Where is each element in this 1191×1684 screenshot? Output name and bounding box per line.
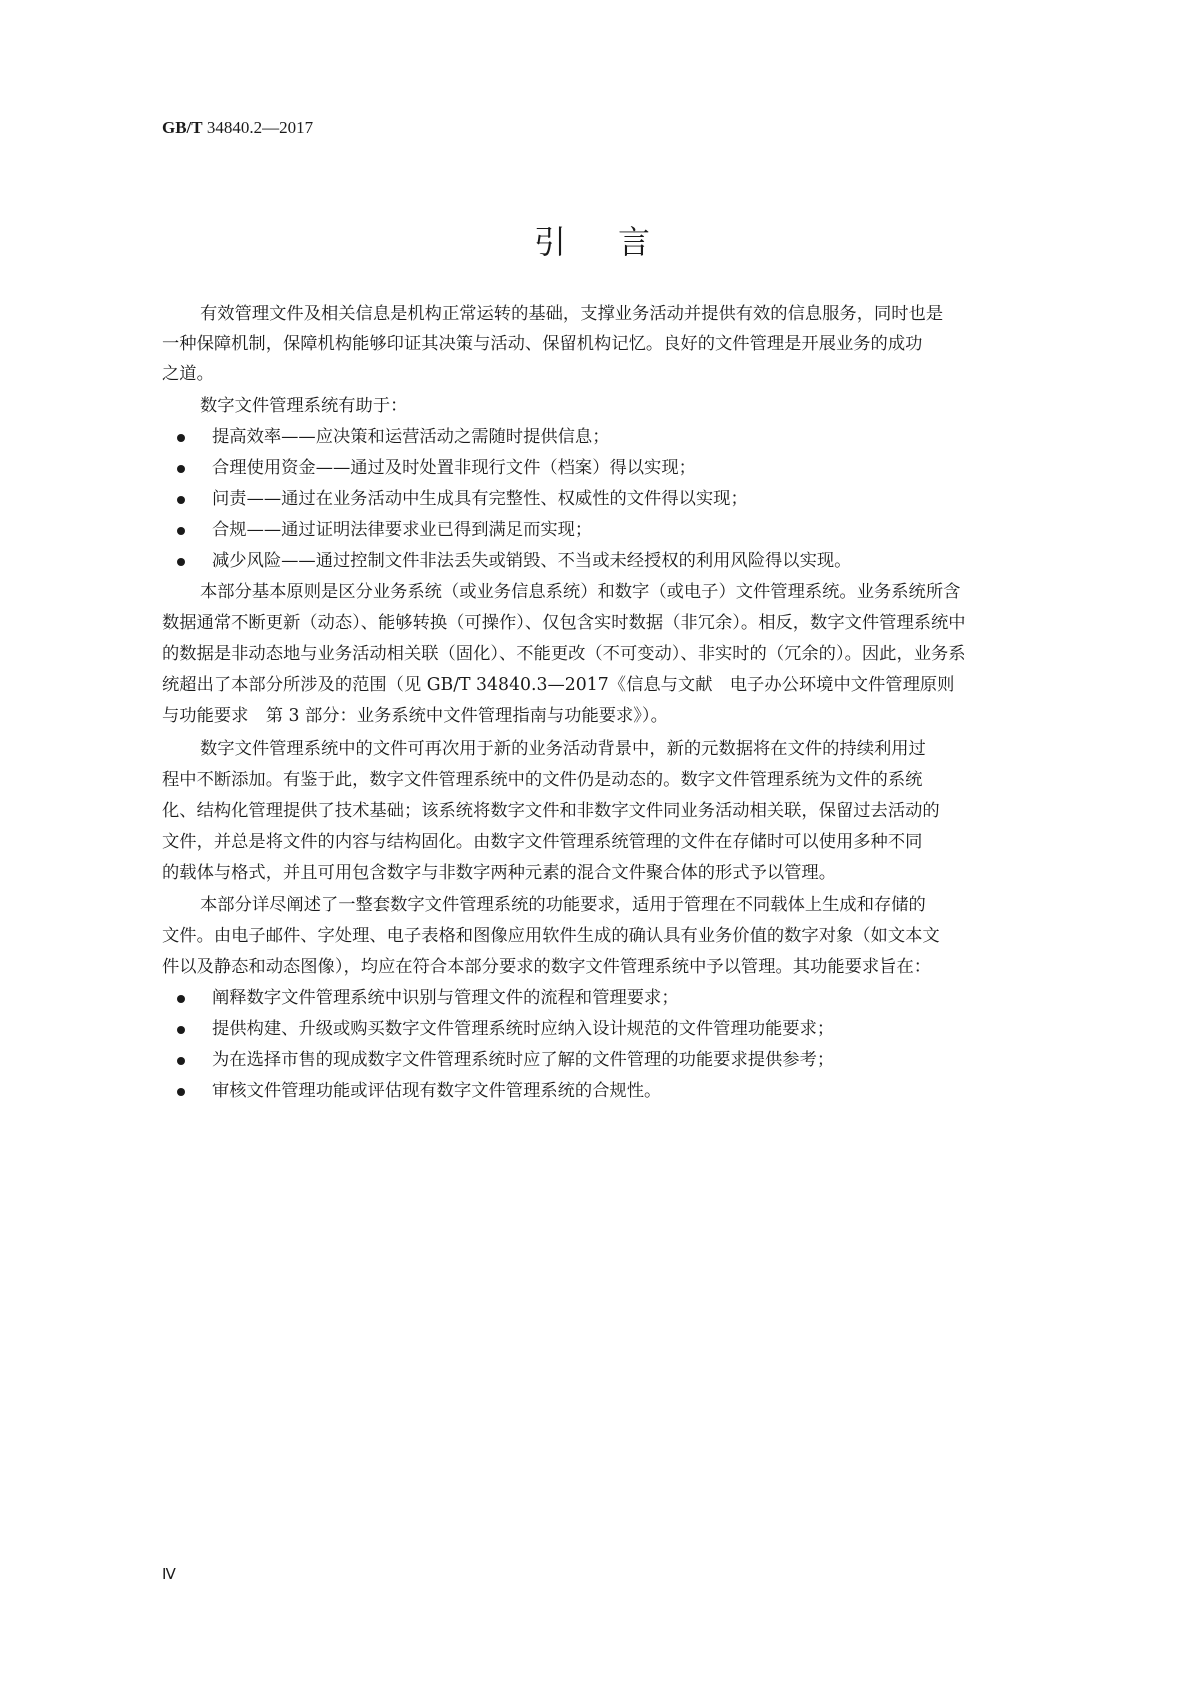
para2-line: 数字文件管理系统有助于：	[200, 396, 408, 416]
page-number: Ⅳ	[162, 1567, 176, 1583]
para5-line-2: 文件。由电子邮件、字处理、电子表格和图像应用软件生成的确认具有业务价值的数字对象（如文本文	[162, 926, 940, 946]
bullet-dot	[177, 1057, 185, 1065]
standard-code-prefix: GB/T	[162, 118, 203, 137]
standard-code	[162, 118, 313, 138]
bullet-dot	[177, 995, 185, 1003]
para4-line-3: 化、结构化管理提供了技术基础；该系统将数字文件和非数字文件同业务活动相关联，保留过去活动的	[162, 801, 940, 821]
bullet-dot	[177, 558, 185, 566]
title-char-2: 言	[618, 223, 651, 261]
para3-line-1: 本部分基本原则是区分业务系统（或业务信息系统）和数字（或电子）文件管理系统。业务系统所含	[200, 582, 961, 602]
bullet-dot	[177, 434, 185, 442]
para4-line-1: 数字文件管理系统中的文件可再次用于新的业务活动背景中，新的元数据将在文件的持续利用过	[200, 739, 926, 759]
para4-line-4: 文件，并总是将文件的内容与结构固化。由数字文件管理系统管理的文件在存储时可以使用多种不同	[162, 832, 923, 852]
bullet-dot	[177, 1026, 185, 1034]
bullet-dot	[177, 496, 185, 504]
para3-line-4: 统超出了本部分所涉及的范围（见 GB/T 34840.3—2017《信息与文献 电子办公环境中文件管理原则	[162, 675, 955, 695]
para3-line-3: 的数据是非动态地与业务活动相关联（固化）、不能更改（不可变动）、非实时的（冗余的）。因此，业务系	[162, 644, 966, 664]
para3-line-5: 与功能要求 第 3 部分：业务系统中文件管理指南与功能要求》）。	[162, 706, 668, 726]
bullet-dot	[177, 1088, 185, 1096]
bullet2-item-1: 阐释数字文件管理系统中识别与管理文件的流程和管理要求；	[212, 988, 679, 1008]
bullet-dot	[177, 465, 185, 473]
para1-line-1: 有效管理文件及相关信息是机构正常运转的基础，支撑业务活动并提供有效的信息服务，同时也是	[200, 304, 944, 324]
bullet1-item-1: 提高效率——应决策和运营活动之需随时提供信息；	[212, 427, 610, 447]
bullet1-item-4: 合规——通过证明法律要求业已得到满足而实现；	[212, 520, 593, 540]
para4-line-2: 程中不断添加。有鉴于此，数字文件管理系统中的文件仍是动态的。数字文件管理系统为文件的系统	[162, 770, 923, 790]
bullet1-item-5: 减少风险——通过控制文件非法丢失或销毁、不当或未经授权的利用风险得以实现。	[212, 551, 852, 571]
bullet2-item-2: 提供构建、升级或购买数字文件管理系统时应纳入设计规范的文件管理功能要求；	[212, 1019, 835, 1039]
para1-line-3: 之道。	[162, 364, 214, 384]
bullet1-item-3: 问责——通过在业务活动中生成具有完整性、权威性的文件得以实现；	[212, 489, 748, 509]
page-title	[534, 224, 650, 260]
standard-code-number: 34840.2—2017	[206, 118, 314, 137]
title-char-1: 引	[534, 223, 567, 261]
para1-line-2: 一种保障机制，保障机构能够印证其决策与活动、保留机构记忆。良好的文件管理是开展业务的成功	[162, 334, 923, 354]
bullet1-item-2: 合理使用资金——通过及时处置非现行文件（档案）得以实现；	[212, 458, 696, 478]
bullet-dot	[177, 527, 185, 535]
para3-line-2: 数据通常不断更新（动态）、能够转换（可操作）、仅包含实时数据（非冗余）。相反，数字文件管理系统中	[162, 613, 966, 633]
bullet2-item-4: 审核文件管理功能或评估现有数字文件管理系统的合规性。	[212, 1081, 662, 1101]
para5-line-3: 件以及静态和动态图像），均应在符合本部分要求的数字文件管理系统中予以管理。其功能要求旨在：	[162, 957, 932, 977]
para5-line-1: 本部分详尽阐述了一整套数字文件管理系统的功能要求，适用于管理在不同载体上生成和存储的	[200, 895, 926, 915]
bullet2-item-3: 为在选择市售的现成数字文件管理系统时应了解的文件管理的功能要求提供参考；	[212, 1050, 835, 1070]
para4-line-5: 的载体与格式，并且可用包含数字与非数字两种元素的混合文件聚合体的形式予以管理。	[162, 863, 836, 883]
